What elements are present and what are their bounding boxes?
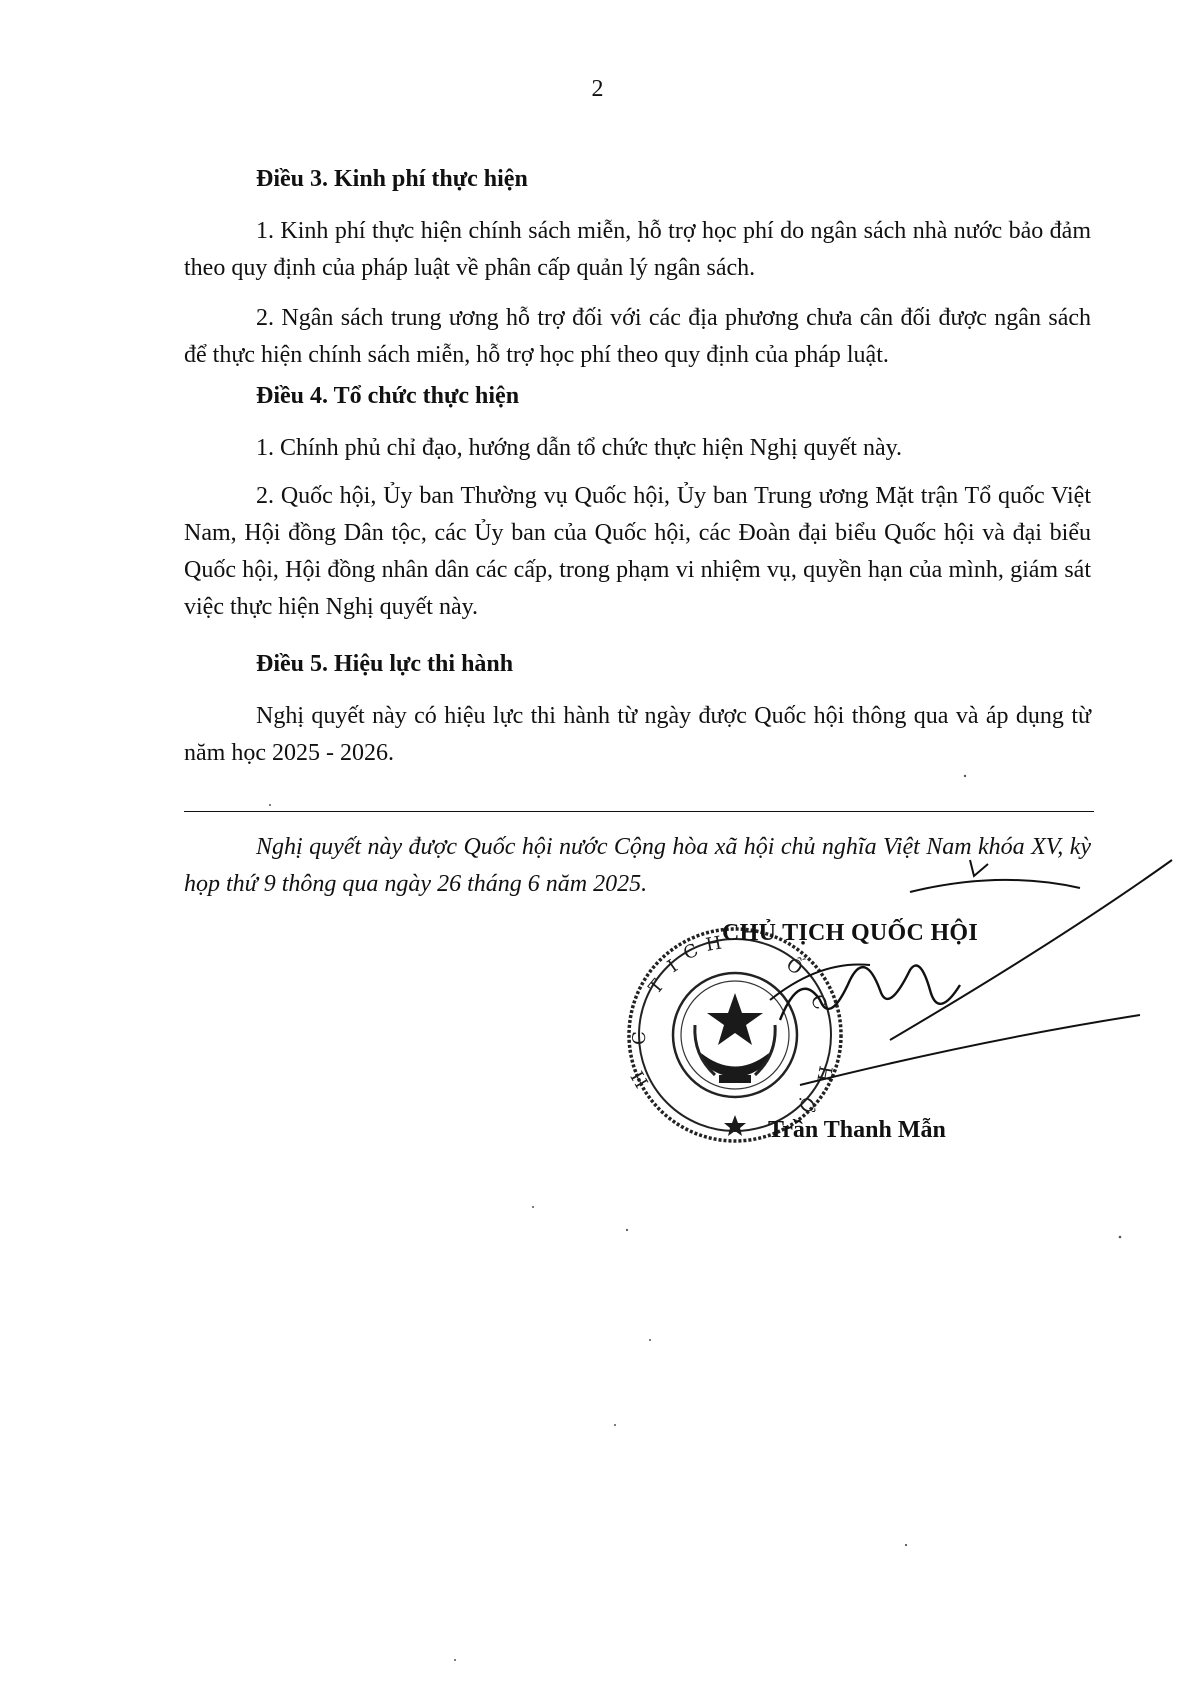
svg-text:C: C [805,991,831,1014]
article-4-paragraph-2: 2. Quốc hội, Ủy ban Thường vụ Quốc hội, Ủy ban Trung ương Mặt trận Tổ quốc Việt Nam, Hội đồng Dân tộc, các Ủy ban của Quốc hội, các Đoàn đại biểu Quốc hội và đại biểu Quốc hội, Hội đồng nhân dân các cấp, trong phạm vi nhiệm vụ, quyền hạn của mình, giám sát việc thực hiện Nghị quyết này. [184,483,1091,620]
svg-text:Ố: Ố [782,953,807,980]
article-4-paragraph-1: 1. Chính phủ chỉ đạo, hướng dẫn tổ chức thực hiện Nghị quyết này. [256,435,903,461]
svg-text:C: C [680,939,702,965]
article-3-title: Điều 3. Kinh phí thực hiện [256,166,528,192]
svg-text:C: C [629,1031,650,1045]
svg-text:H: H [627,1066,654,1091]
signer-name: Trần Thanh Mẫn [768,1117,946,1143]
article-3-paragraph-1: 1. Kinh phí thực hiện chính sách miễn, hỗ trợ học phí do ngân sách nhà nước bảo đảm theo quy định của pháp luật về phân cấp quản lý ngân sách. [184,218,1091,281]
svg-text:I: I [663,955,682,978]
article-4-title: Điều 4. Tổ chức thực hiện [256,383,520,409]
page-number: 2 [591,76,604,102]
signer-title: CHỦ TỊCH QUỐC HỘI [722,920,979,946]
article-5-paragraph-1: Nghị quyết này có hiệu lực thi hành từ ngày được Quốc hội thông qua và áp dụng từ năm học 2025 - 2026. [184,703,1091,766]
article-5-title: Điều 5. Hiệu lực thi hành [256,651,514,677]
svg-text:Ộ: Ộ [793,1091,820,1117]
svg-text:H: H [704,932,724,956]
svg-text:T: T [644,975,669,999]
svg-text:H: H [812,1064,836,1084]
closing-statement: Nghị quyết này được Quốc hội nước Cộng hòa xã hội chủ nghĩa Việt Nam khóa XV, kỳ họp thứ 9 thông qua ngày 26 tháng 6 năm 2025. [184,834,1091,897]
article-3-paragraph-2: 2. Ngân sách trung ương hỗ trợ đối với các địa phương chưa cân đối được ngân sách để thực hiện chính sách miễn, hỗ trợ học phí theo quy định của pháp luật. [184,305,1091,368]
